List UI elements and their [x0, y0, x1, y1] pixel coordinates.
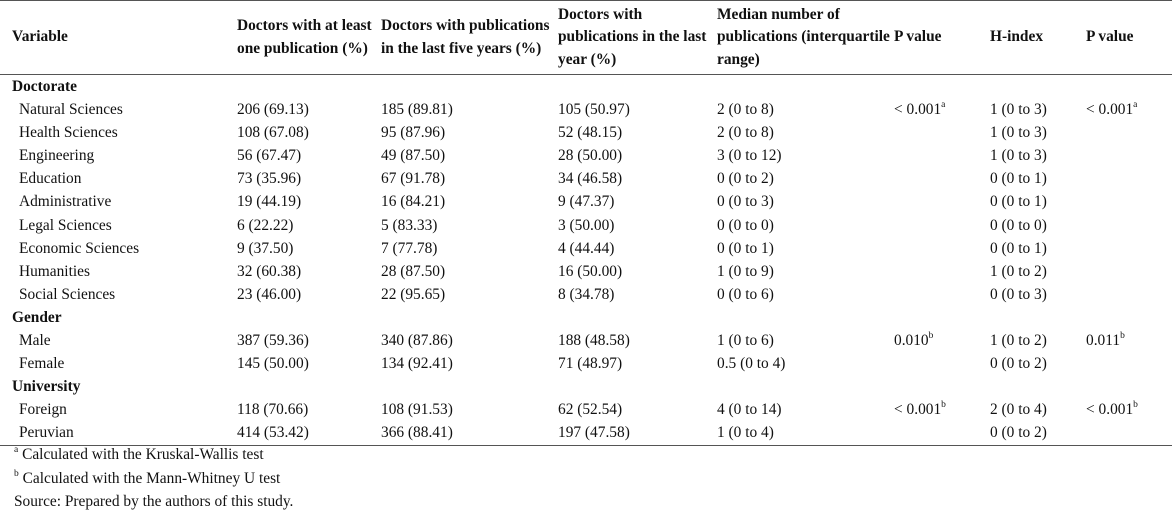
cell-doctors-last-year: 3 (50.00) [558, 216, 615, 234]
cell-p-value-2 [1086, 329, 1172, 352]
cell-median: 0 (0 to 3) [717, 193, 774, 211]
cell-doctors-last-year: 28 (50.00) [558, 147, 623, 165]
cell-median: 3 (0 to 12) [717, 147, 782, 165]
cell-p-value-2 [1086, 260, 1172, 283]
cell-h-index: 0 (0 to 3) [990, 285, 1047, 303]
footnote-b [14, 467, 280, 490]
cell-h-index: 1 (0 to 3) [990, 124, 1047, 142]
cell-p-value-1 [894, 167, 990, 190]
cell-median: 0 (0 to 1) [717, 239, 774, 257]
section-row [0, 75, 1172, 99]
cell-doctors-five-years: 67 (91.78) [381, 170, 446, 188]
cell-h-index: 1 (0 to 3) [990, 147, 1047, 165]
cell-variable: Legal Sciences [19, 216, 112, 234]
cell-p-value-1 [894, 260, 990, 283]
cell-p-value-2 [1086, 283, 1172, 306]
cell-doctors-last-year: 71 (48.97) [558, 355, 623, 373]
cell-p-value-2 [1086, 237, 1172, 260]
cell-doctors-last-year: 8 (34.78) [558, 285, 615, 303]
p-value-text: < 0.001 [1086, 401, 1134, 419]
cell-p-value-1 [894, 237, 990, 260]
header-p-value-2: P value [1086, 1, 1172, 75]
cell-doctors-five-years: 340 (87.86) [381, 332, 453, 350]
cell-doctors-one-pub: 414 (53.42) [237, 421, 381, 445]
section-row [0, 306, 1172, 329]
footnote-text: Source: Prepared by the authors of this study. [14, 493, 294, 510]
cell-doctors-last-year: 105 (50.97) [558, 101, 630, 119]
cell-median: 2 (0 to 8) [717, 124, 774, 142]
table-row [0, 260, 1172, 283]
cell-h-index: 0 (0 to 0) [990, 216, 1047, 234]
cell-doctors-last-year: 4 (44.44) [558, 239, 615, 257]
cell-doctors-five-years: 134 (92.41) [381, 355, 453, 373]
cell-doctors-five-years: 95 (87.96) [381, 124, 446, 142]
cell-p-value-2 [1086, 98, 1172, 121]
cell-doctors-one-pub: 73 (35.96) [237, 170, 302, 188]
table-row [0, 352, 1172, 375]
cell-p-value-2 [1086, 421, 1172, 445]
cell-p-value-1 [894, 329, 990, 352]
cell-doctors-last-year: 62 (52.54) [558, 401, 623, 419]
p-value-marker: b [1120, 330, 1125, 341]
header-h-index: H-index [990, 1, 1086, 75]
cell-doctors-last-year: 197 (47.58) [558, 421, 717, 445]
cell-variable: Female [19, 355, 65, 373]
cell-p-value-1 [894, 190, 990, 213]
cell-p-value-1 [894, 398, 990, 421]
cell-variable: Peruvian [0, 421, 237, 445]
cell-doctors-one-pub: 32 (60.38) [237, 262, 302, 280]
p-value-marker: a [941, 99, 946, 110]
cell-doctors-last-year: 34 (46.58) [558, 170, 623, 188]
footnote-a [14, 443, 264, 466]
table-row [0, 190, 1172, 213]
p-value-text: < 0.001 [894, 401, 942, 419]
cell-p-value-1 [894, 214, 990, 237]
cell-median: 1 (0 to 4) [717, 421, 894, 445]
cell-p-value-2 [1086, 352, 1172, 375]
footnote-source [14, 490, 293, 513]
cell-doctors-one-pub: 19 (44.19) [237, 193, 302, 211]
p-value-marker: b [1133, 400, 1138, 411]
cell-doctors-five-years: 5 (83.33) [381, 216, 438, 234]
cell-variable: Administrative [19, 193, 112, 211]
cell-variable: Health Sciences [19, 124, 118, 142]
cell-p-value-1 [894, 352, 990, 375]
footnote-marker: b [14, 468, 19, 479]
p-value-text: < 0.001 [894, 101, 942, 119]
cell-doctors-five-years: 366 (88.41) [381, 421, 558, 445]
p-value-marker: a [1133, 99, 1138, 110]
p-value-marker: b [928, 330, 934, 341]
cell-doctors-five-years: 185 (89.81) [381, 101, 453, 119]
cell-h-index: 1 (0 to 2) [990, 262, 1047, 280]
cell-median: 0 (0 to 6) [717, 285, 774, 303]
header-doctors-five-years: Doctors with publications in the last five years (%) [381, 1, 558, 75]
cell-variable: Social Sciences [19, 285, 116, 303]
table-row [0, 421, 1172, 445]
cell-doctors-last-year: 16 (50.00) [558, 262, 623, 280]
table-row [0, 98, 1172, 121]
cell-h-index: 0 (0 to 1) [990, 170, 1047, 188]
table-row [0, 167, 1172, 190]
cell-variable: Education [19, 170, 82, 188]
cell-h-index: 0 (0 to 1) [990, 239, 1047, 257]
p-value-text: < 0.001 [1086, 101, 1134, 119]
cell-doctors-one-pub: 145 (50.00) [237, 355, 309, 373]
cell-median: 0 (0 to 2) [717, 170, 774, 188]
table-row [0, 121, 1172, 144]
cell-doctors-one-pub: 118 (70.66) [237, 401, 309, 419]
header-median: Median number of publications (interquartile range) [717, 1, 894, 75]
table-body [0, 75, 1172, 446]
cell-doctors-five-years: 108 (91.53) [381, 401, 453, 419]
section-title: University [12, 378, 81, 396]
cell-doctors-one-pub: 23 (46.00) [237, 285, 302, 303]
header-doctors-one-pub: Doctors with at least one publication (%) [237, 1, 381, 75]
cell-median: 0.5 (0 to 4) [717, 355, 786, 373]
cell-median: 1 (0 to 6) [717, 332, 774, 350]
cell-p-value-1 [894, 283, 990, 306]
cell-p-value-2 [1086, 167, 1172, 190]
cell-p-value-2 [1086, 398, 1172, 421]
p-value-text: 0.011 [1086, 332, 1121, 350]
cell-doctors-one-pub: 9 (37.50) [237, 239, 294, 257]
cell-doctors-five-years: 16 (84.21) [381, 193, 446, 211]
cell-median: 2 (0 to 8) [717, 101, 774, 119]
cell-h-index: 1 (0 to 2) [990, 332, 1047, 350]
cell-h-index: 1 (0 to 3) [990, 101, 1047, 119]
table-row [0, 237, 1172, 260]
cell-variable: Engineering [19, 147, 95, 165]
cell-doctors-one-pub: 56 (67.47) [237, 147, 302, 165]
cell-doctors-one-pub: 108 (67.08) [237, 124, 309, 142]
cell-variable: Foreign [19, 401, 67, 419]
cell-doctors-last-year: 9 (47.37) [558, 193, 615, 211]
cell-variable: Economic Sciences [19, 239, 140, 257]
header-variable: Variable [0, 1, 237, 75]
footnote-marker: a [14, 444, 19, 455]
table-row [0, 214, 1172, 237]
cell-doctors-five-years: 28 (87.50) [381, 262, 446, 280]
cell-p-value-1 [894, 421, 990, 445]
table-row [0, 398, 1172, 421]
section-row [0, 375, 1172, 398]
cell-p-value-1 [894, 121, 990, 144]
cell-doctors-five-years: 7 (77.78) [381, 239, 438, 257]
p-value-marker: b [941, 400, 946, 411]
cell-doctors-one-pub: 6 (22.22) [237, 216, 294, 234]
cell-doctors-one-pub: 206 (69.13) [237, 101, 309, 119]
footnote-text: Calculated with the Kruskal-Wallis test [22, 446, 264, 463]
cell-p-value-2 [1086, 214, 1172, 237]
cell-p-value-2 [1086, 121, 1172, 144]
cell-median: 1 (0 to 9) [717, 262, 774, 280]
cell-doctors-five-years: 22 (95.65) [381, 285, 446, 303]
table-row [0, 329, 1172, 352]
cell-doctors-five-years: 49 (87.50) [381, 147, 446, 165]
cell-h-index: 0 (0 to 2) [990, 421, 1086, 445]
section-title: Doctorate [12, 78, 77, 95]
footnote-text: Calculated with the Mann-Whitney U test [22, 470, 281, 487]
header-row [0, 1, 1172, 75]
header-doctors-last-year: Doctors with publications in the last year (%) [558, 1, 717, 75]
table-row [0, 283, 1172, 306]
cell-doctors-last-year: 52 (48.15) [558, 124, 623, 142]
cell-doctors-one-pub: 387 (59.36) [237, 332, 309, 350]
cell-h-index: 2 (0 to 4) [990, 401, 1047, 419]
cell-doctors-last-year: 188 (48.58) [558, 332, 630, 350]
cell-p-value-2 [1086, 144, 1172, 167]
cell-median: 0 (0 to 0) [717, 216, 774, 234]
cell-median: 4 (0 to 14) [717, 401, 782, 419]
cell-p-value-2 [1086, 190, 1172, 213]
p-value-text: 0.010 [894, 332, 929, 350]
cell-variable: Male [19, 332, 51, 350]
cell-p-value-1 [894, 144, 990, 167]
cell-variable: Humanities [19, 262, 90, 280]
table-row [0, 144, 1172, 167]
cell-variable: Natural Sciences [19, 101, 123, 119]
cell-h-index: 0 (0 to 2) [990, 355, 1047, 373]
section-title: Gender [12, 308, 62, 326]
header-p-value-1: P value [894, 1, 990, 75]
cell-h-index: 0 (0 to 1) [990, 193, 1047, 211]
cell-p-value-1 [894, 98, 990, 121]
